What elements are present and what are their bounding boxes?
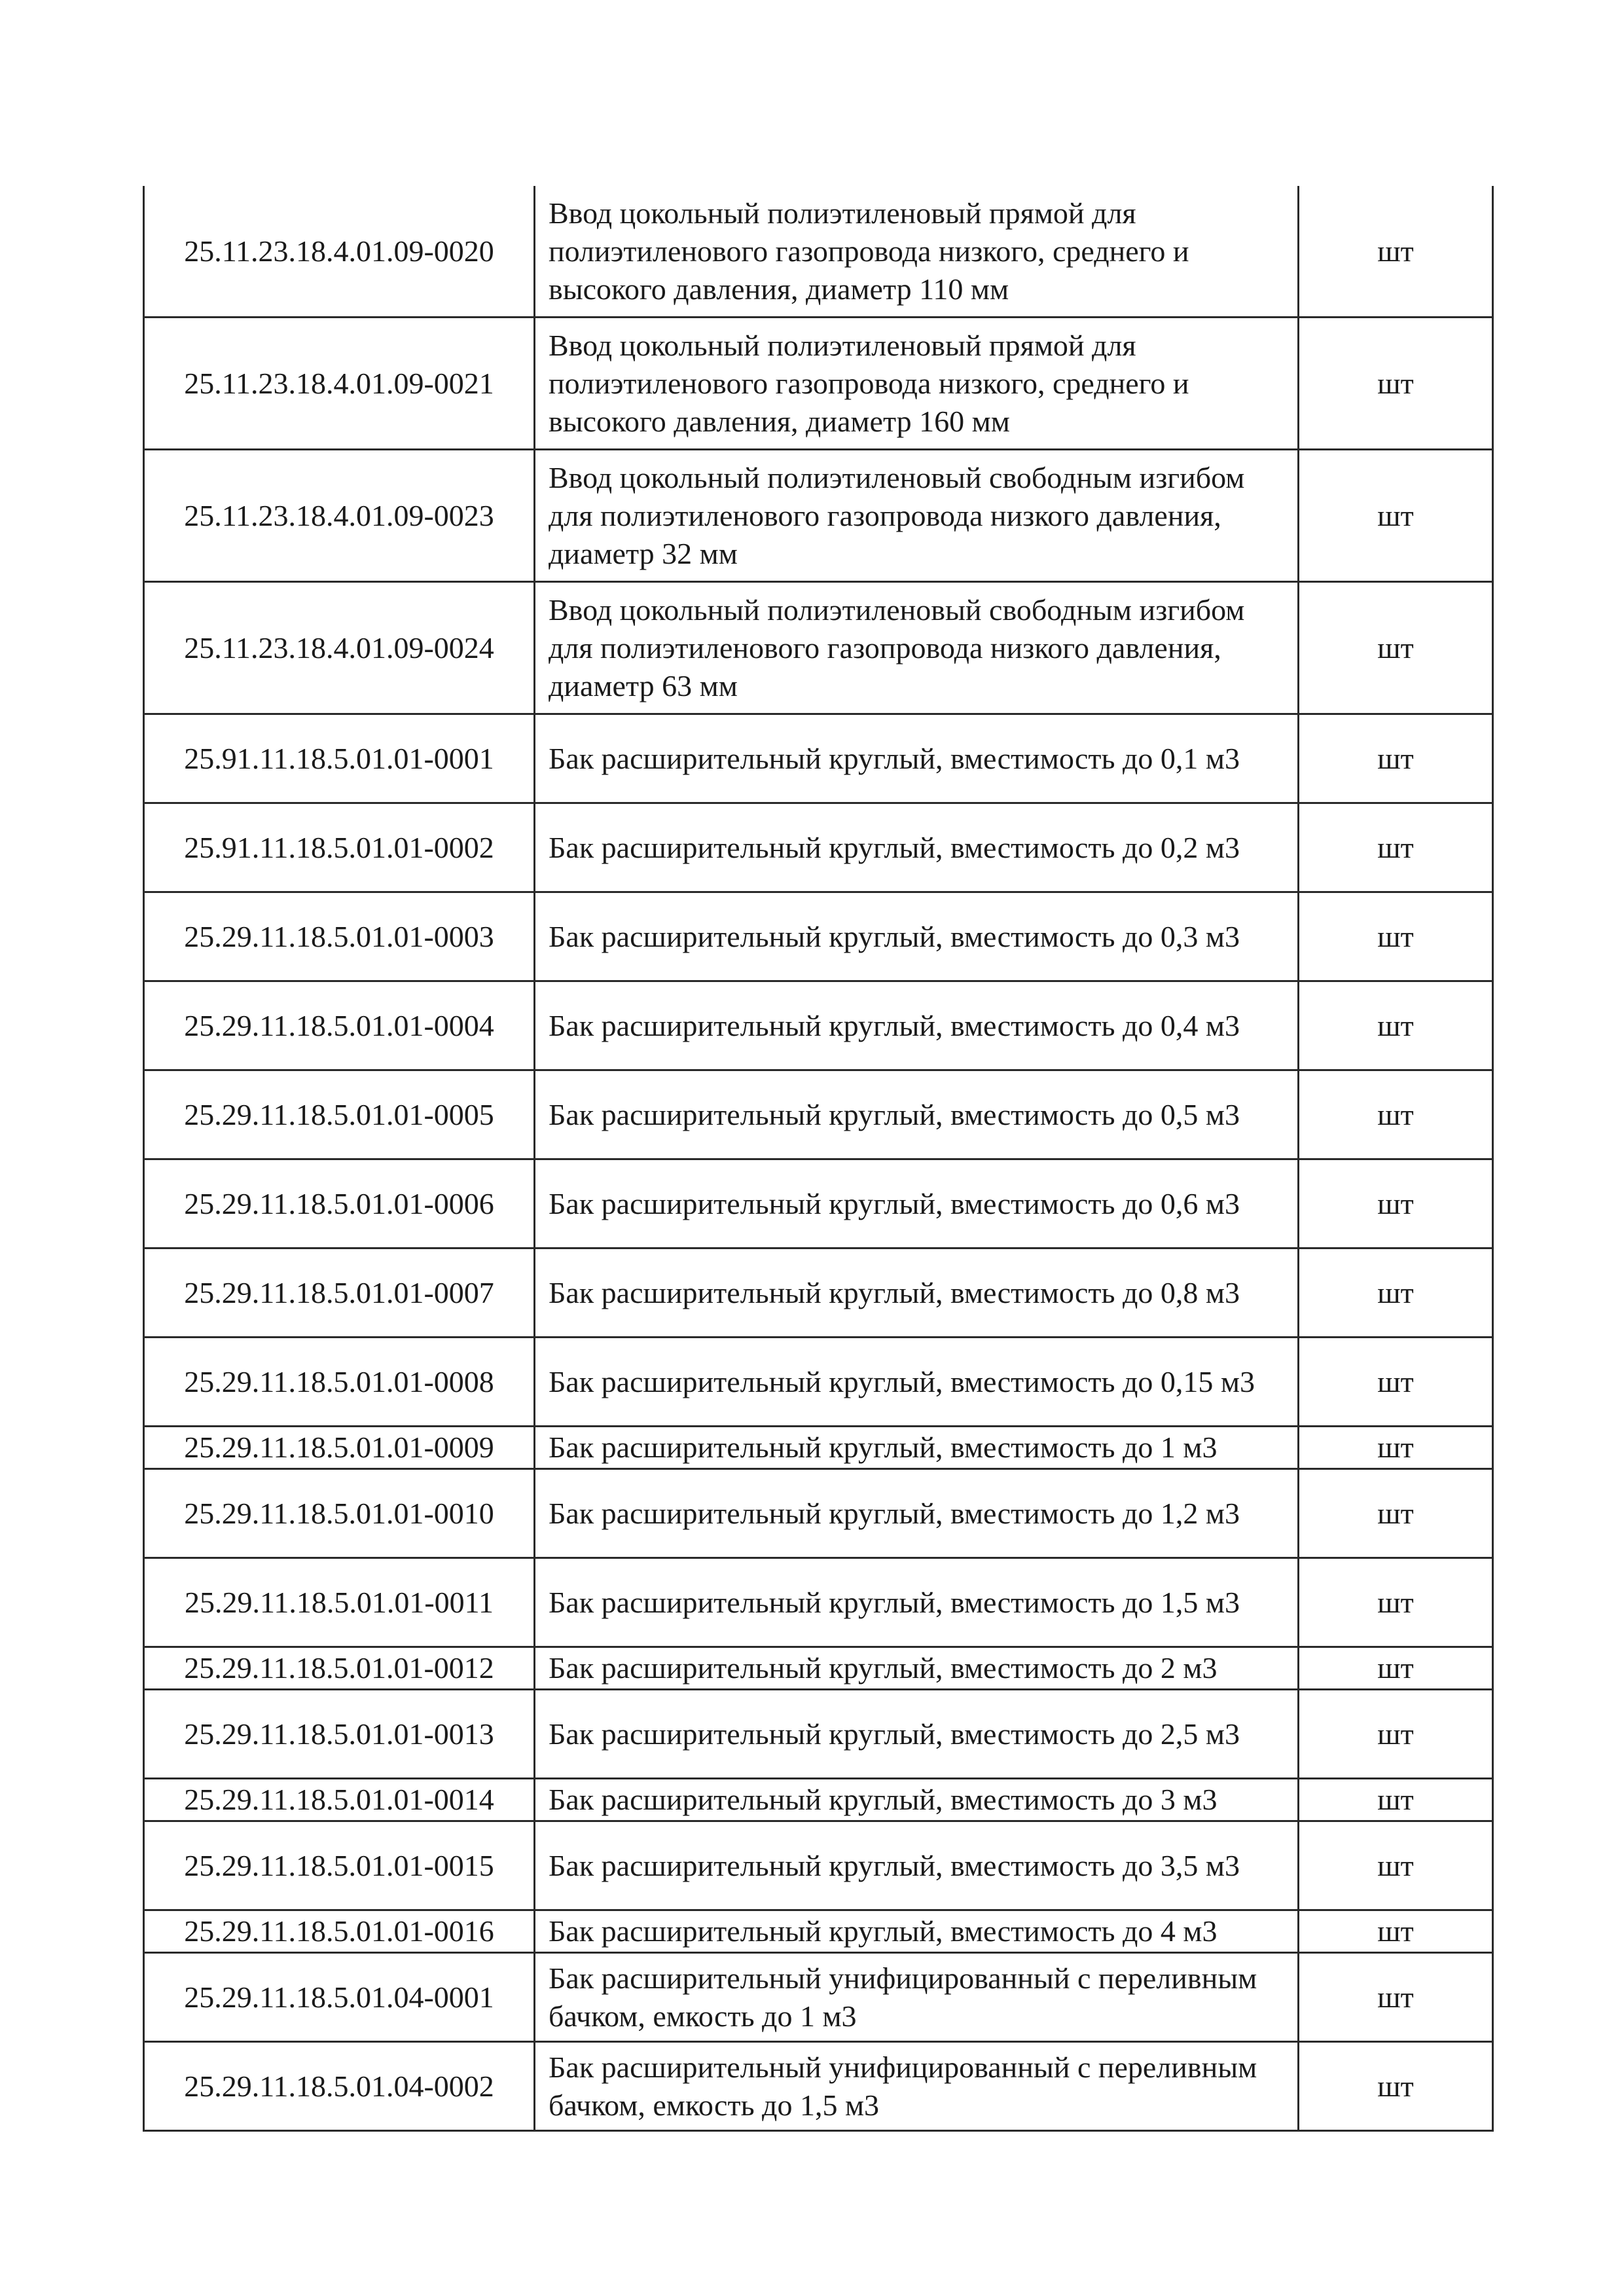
resource-code: 25.11.23.18.4.01.09-0023 <box>144 450 535 582</box>
resource-description: Бак расширительный круглый, вместимость до 3 м3 <box>535 1779 1299 1821</box>
resource-description: Бак расширительный круглый, вместимость до 0,2 м3 <box>535 803 1299 892</box>
resource-code: 25.29.11.18.5.01.01-0014 <box>144 1779 535 1821</box>
resource-code: 25.29.11.18.5.01.04-0002 <box>144 2042 535 2131</box>
resource-code: 25.11.23.18.4.01.09-0021 <box>144 318 535 450</box>
table-row <box>144 892 1493 981</box>
resource-code: 25.91.11.18.5.01.01-0001 <box>144 714 535 803</box>
unit-of-measure: шт <box>1299 1248 1493 1338</box>
table-row <box>144 1427 1493 1469</box>
table-row <box>144 1647 1493 1690</box>
resource-code: 25.29.11.18.5.01.01-0007 <box>144 1248 535 1338</box>
unit-of-measure: шт <box>1299 803 1493 892</box>
resource-code: 25.91.11.18.5.01.01-0002 <box>144 803 535 892</box>
table-row <box>144 318 1493 450</box>
resource-code: 25.11.23.18.4.01.09-0020 <box>144 186 535 318</box>
table-row <box>144 1690 1493 1779</box>
table-row <box>144 1159 1493 1248</box>
resource-description: Бак расширительный круглый, вместимость до 1 м3 <box>535 1427 1299 1469</box>
resource-code: 25.29.11.18.5.01.01-0010 <box>144 1469 535 1558</box>
table-row <box>144 1953 1493 2042</box>
resource-code: 25.11.23.18.4.01.09-0024 <box>144 582 535 714</box>
unit-of-measure: шт <box>1299 1070 1493 1159</box>
table-row <box>144 582 1493 714</box>
resource-code: 25.29.11.18.5.01.01-0015 <box>144 1821 535 1910</box>
resource-code: 25.29.11.18.5.01.01-0006 <box>144 1159 535 1248</box>
resource-code: 25.29.11.18.5.01.01-0011 <box>144 1558 535 1647</box>
resource-description: Ввод цокольный полиэтиленовый свободным изгибом для полиэтиленового газопровода низкого давления, диаметр 32 мм <box>535 450 1299 582</box>
unit-of-measure: шт <box>1299 318 1493 450</box>
unit-of-measure: шт <box>1299 582 1493 714</box>
resource-description: Бак расширительный круглый, вместимость до 4 м3 <box>535 1910 1299 1953</box>
resource-description: Бак расширительный круглый, вместимость до 0,15 м3 <box>535 1338 1299 1427</box>
resource-code: 25.29.11.18.5.01.01-0008 <box>144 1338 535 1427</box>
resource-description: Бак расширительный круглый, вместимость до 1,5 м3 <box>535 1558 1299 1647</box>
unit-of-measure: шт <box>1299 186 1493 318</box>
resource-description: Бак расширительный круглый, вместимость до 0,5 м3 <box>535 1070 1299 1159</box>
unit-of-measure: шт <box>1299 1558 1493 1647</box>
unit-of-measure: шт <box>1299 1779 1493 1821</box>
resource-description: Ввод цокольный полиэтиленовый прямой для полиэтиленового газопровода низкого, среднего и высокого давления, диаметр 110 мм <box>535 186 1299 318</box>
resource-code: 25.29.11.18.5.01.01-0005 <box>144 1070 535 1159</box>
resource-description: Бак расширительный круглый, вместимость до 0,3 м3 <box>535 892 1299 981</box>
table-row <box>144 1821 1493 1910</box>
table-row <box>144 1248 1493 1338</box>
resource-description: Бак расширительный круглый, вместимость до 2 м3 <box>535 1647 1299 1690</box>
resource-description: Бак расширительный круглый, вместимость до 3,5 м3 <box>535 1821 1299 1910</box>
unit-of-measure: шт <box>1299 2042 1493 2131</box>
unit-of-measure: шт <box>1299 1821 1493 1910</box>
unit-of-measure: шт <box>1299 1690 1493 1779</box>
resource-description: Бак расширительный круглый, вместимость до 0,4 м3 <box>535 981 1299 1070</box>
unit-of-measure: шт <box>1299 1338 1493 1427</box>
resource-table <box>143 186 1494 2132</box>
resource-description: Бак расширительный круглый, вместимость до 0,8 м3 <box>535 1248 1299 1338</box>
table-row <box>144 1558 1493 1647</box>
unit-of-measure: шт <box>1299 450 1493 582</box>
resource-description: Бак расширительный круглый, вместимость до 1,2 м3 <box>535 1469 1299 1558</box>
resource-description: Ввод цокольный полиэтиленовый свободным изгибом для полиэтиленового газопровода низкого давления, диаметр 63 мм <box>535 582 1299 714</box>
table-row <box>144 186 1493 318</box>
resource-code: 25.29.11.18.5.01.01-0013 <box>144 1690 535 1779</box>
table-row <box>144 2042 1493 2131</box>
unit-of-measure: шт <box>1299 1910 1493 1953</box>
table-row <box>144 1779 1493 1821</box>
resource-description: Бак расширительный круглый, вместимость до 0,1 м3 <box>535 714 1299 803</box>
unit-of-measure: шт <box>1299 714 1493 803</box>
unit-of-measure: шт <box>1299 981 1493 1070</box>
table-row <box>144 1070 1493 1159</box>
resource-table-page <box>143 186 1492 2132</box>
resource-code: 25.29.11.18.5.01.01-0004 <box>144 981 535 1070</box>
table-row <box>144 1469 1493 1558</box>
unit-of-measure: шт <box>1299 892 1493 981</box>
resource-code: 25.29.11.18.5.01.01-0016 <box>144 1910 535 1953</box>
resource-description: Бак расширительный круглый, вместимость до 2,5 м3 <box>535 1690 1299 1779</box>
resource-code: 25.29.11.18.5.01.01-0009 <box>144 1427 535 1469</box>
table-row <box>144 1910 1493 1953</box>
resource-code: 25.29.11.18.5.01.01-0012 <box>144 1647 535 1690</box>
resource-description: Ввод цокольный полиэтиленовый прямой для полиэтиленового газопровода низкого, среднего и высокого давления, диаметр 160 мм <box>535 318 1299 450</box>
table-row <box>144 714 1493 803</box>
table-row <box>144 450 1493 582</box>
unit-of-measure: шт <box>1299 1159 1493 1248</box>
unit-of-measure: шт <box>1299 1953 1493 2042</box>
unit-of-measure: шт <box>1299 1647 1493 1690</box>
resource-code: 25.29.11.18.5.01.01-0003 <box>144 892 535 981</box>
resource-code: 25.29.11.18.5.01.04-0001 <box>144 1953 535 2042</box>
table-row <box>144 803 1493 892</box>
resource-description: Бак расширительный унифицированный с переливным бачком, емкость до 1,5 м3 <box>535 2042 1299 2131</box>
table-row <box>144 981 1493 1070</box>
resource-description: Бак расширительный круглый, вместимость до 0,6 м3 <box>535 1159 1299 1248</box>
resource-description: Бак расширительный унифицированный с переливным бачком, емкость до 1 м3 <box>535 1953 1299 2042</box>
unit-of-measure: шт <box>1299 1469 1493 1558</box>
table-row <box>144 1338 1493 1427</box>
unit-of-measure: шт <box>1299 1427 1493 1469</box>
